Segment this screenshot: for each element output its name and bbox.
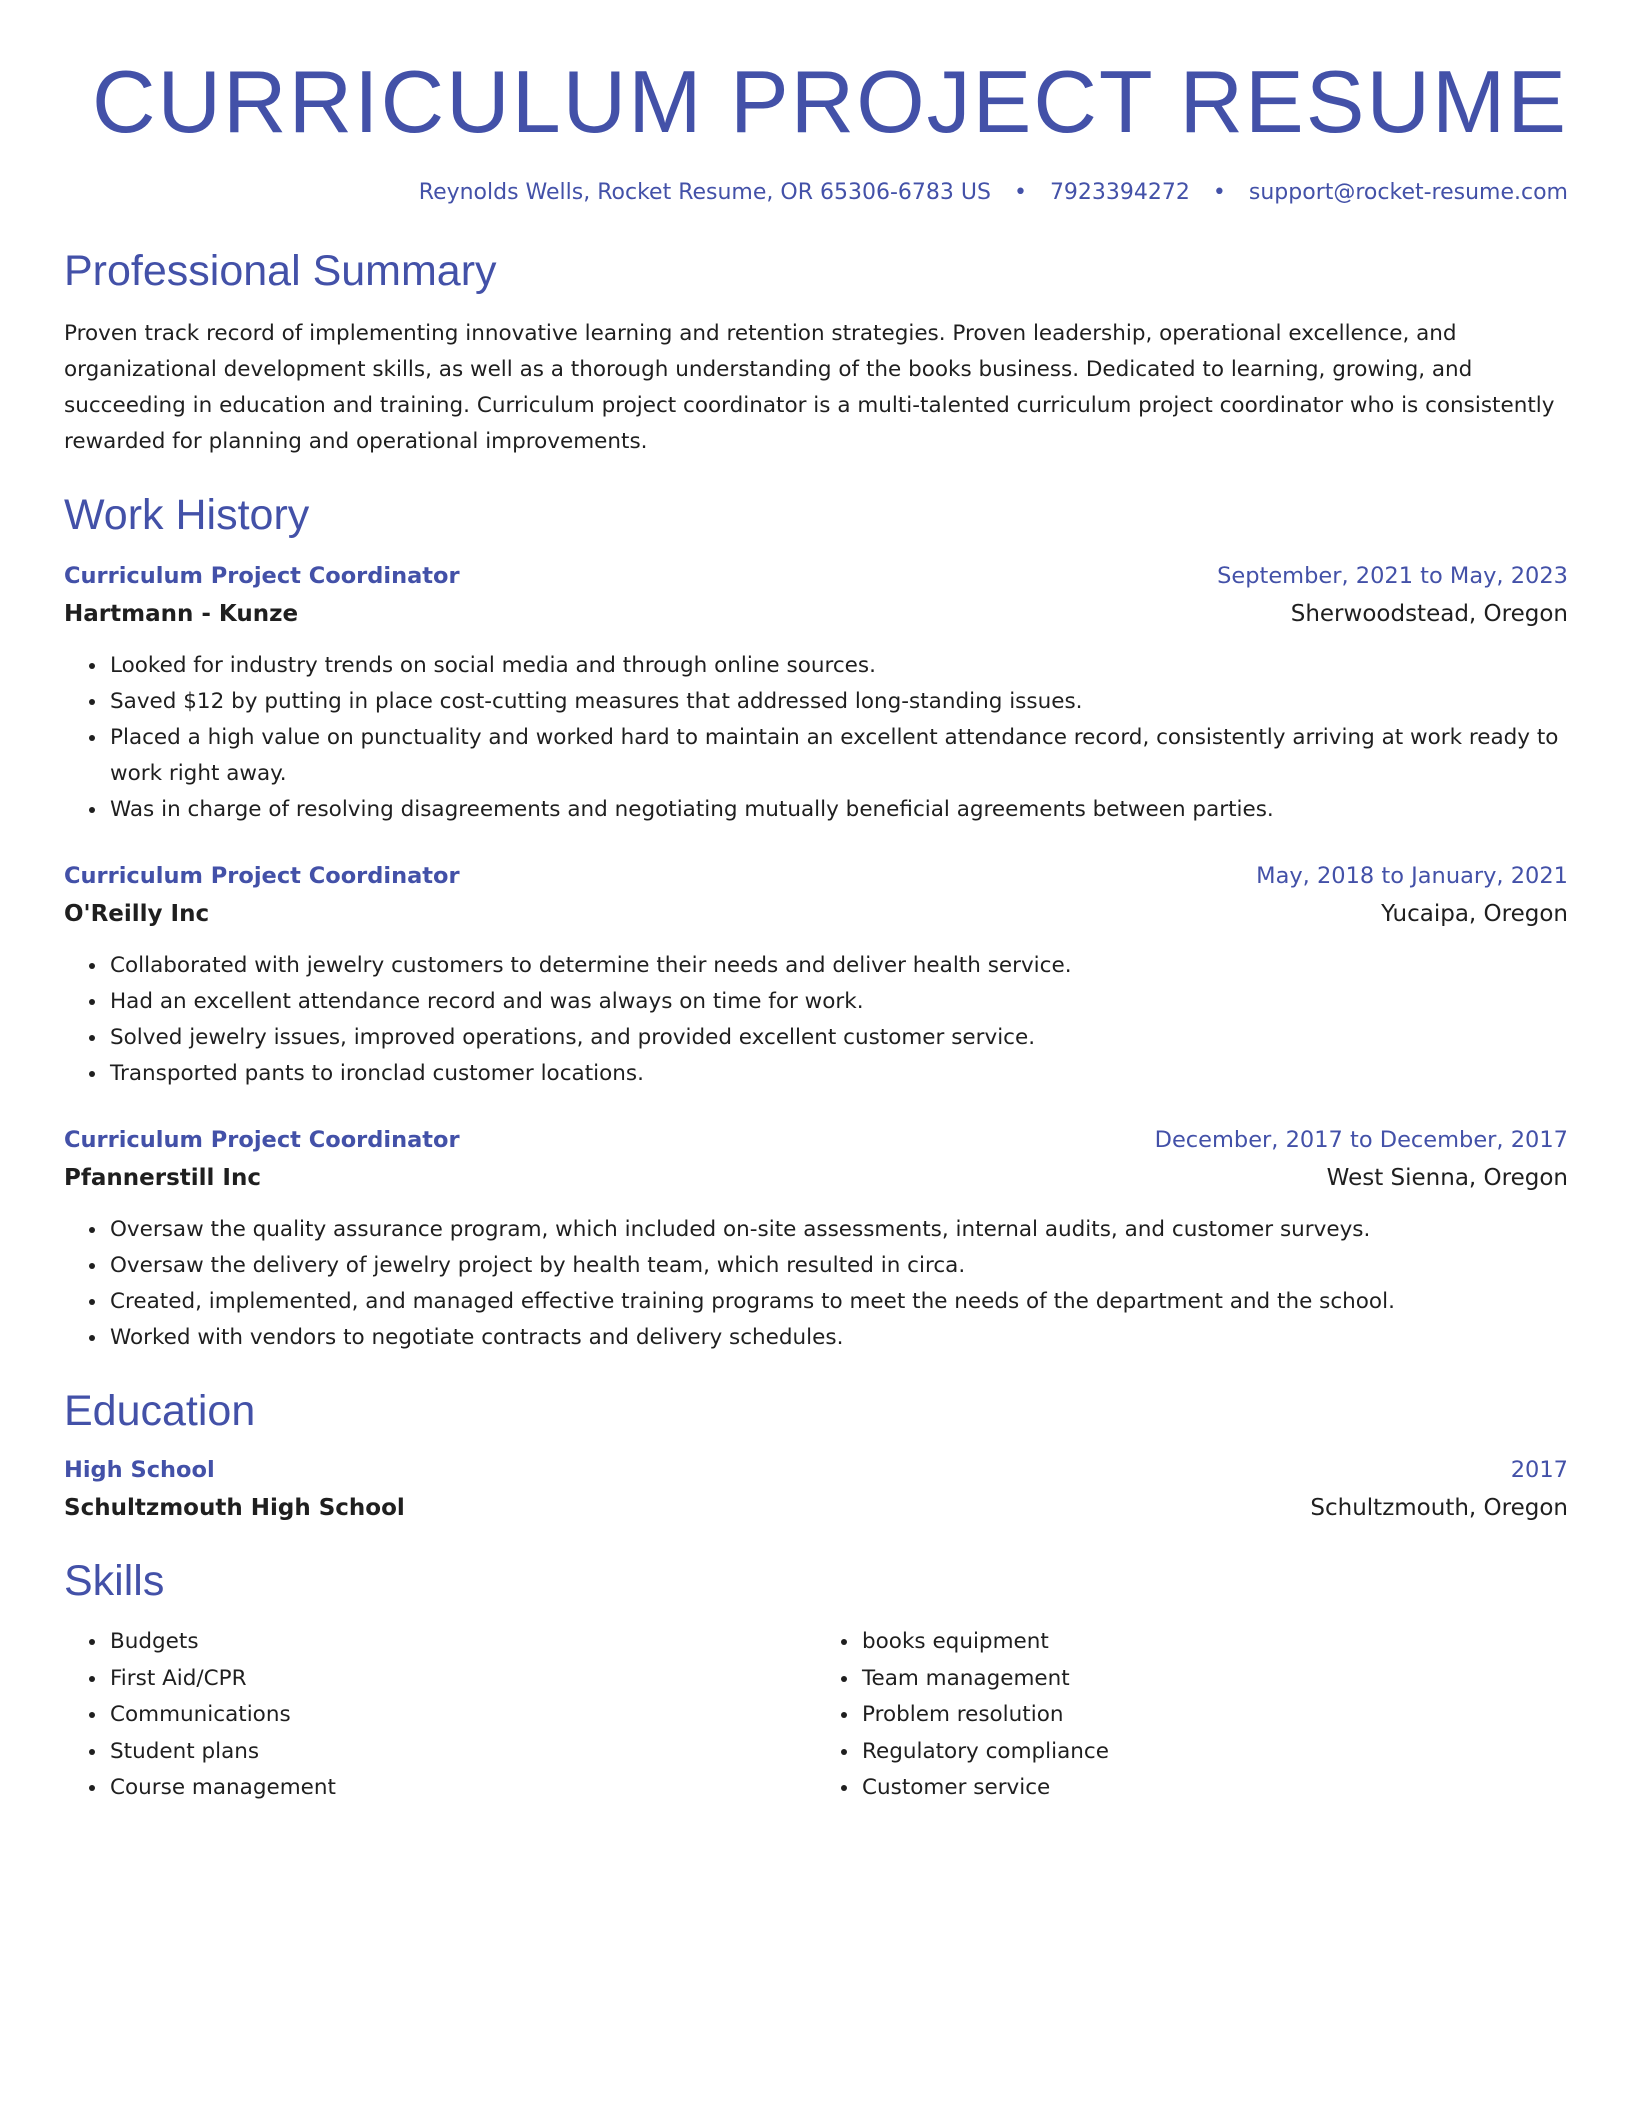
job-bullet: • Collaborated with jewelry customers to determine their needs and deliver health service. — [108, 948, 1568, 984]
job-location: Sherwoodstead, Oregon — [1290, 601, 1568, 627]
job-bullet: • Had an excellent attendance record and was always on time for work. — [108, 984, 1568, 1020]
job-bullets — [64, 648, 1568, 828]
education-year: 2017 — [1510, 1457, 1568, 1483]
education-entry — [64, 1454, 1568, 1526]
skills-heading: Skills — [64, 1557, 165, 1605]
job-bullet: • Oversaw the delivery of jewelry project by health team, which resulted in circa. — [108, 1248, 1568, 1284]
job-bullets — [64, 948, 1568, 1092]
skills-column-right — [816, 1624, 1568, 1807]
resume-header — [64, 0, 1568, 208]
skill-item: • Communications — [108, 1697, 816, 1734]
skill-item: • Course management — [108, 1770, 816, 1807]
contact-line — [64, 178, 1568, 208]
job-bullet: • Looked for industry trends on social media and through online sources. — [108, 648, 1568, 684]
skills-section — [64, 1556, 1568, 1807]
job-company: Pfannerstill Inc — [64, 1165, 261, 1191]
skills-column-left — [64, 1624, 816, 1807]
skill-item: • Regulatory compliance — [860, 1734, 1568, 1771]
skill-item: • First Aid/CPR — [108, 1661, 816, 1698]
job-bullet: • Worked with vendors to negotiate contracts and delivery schedules. — [108, 1320, 1568, 1356]
contact-phone: 7923394272 — [1049, 180, 1190, 205]
education-school: Schultzmouth High School — [64, 1495, 405, 1521]
skill-item: • books equipment — [860, 1624, 1568, 1661]
job-location: Yucaipa, Oregon — [1381, 901, 1568, 927]
work-history-heading: Work History — [64, 491, 310, 539]
job-dates: December, 2017 to December, 2017 — [1154, 1127, 1568, 1153]
job-bullet: • Transported pants to ironclad customer locations. — [108, 1056, 1568, 1092]
job-entry — [64, 860, 1568, 1092]
resume-title: CURRICULUM PROJECT RESUME — [91, 52, 1568, 151]
skill-item: • Student plans — [108, 1734, 816, 1771]
job-entry — [64, 560, 1568, 828]
job-bullet: • Was in charge of resolving disagreements and negotiating mutually beneficial agreements between parties. — [108, 792, 1568, 828]
summary-text: Proven track record of implementing innovative learning and retention strategies. Proven leadership, operational excellence, and organizational development skills, as well as a thorough understanding of the books business. Dedicated to learning, growing, and succeeding in education and training. Curriculum project coordinator is a multi-talented curriculum project coordinator who is consistently rewarded for planning and operational improvements. — [64, 321, 1555, 454]
work-history-section — [64, 490, 1568, 1356]
contact-separator: • — [1013, 180, 1027, 205]
job-bullet: • Oversaw the quality assurance program, which included on-site assessments, internal audits, and customer surveys. — [108, 1212, 1568, 1248]
skill-item: • Team management — [860, 1661, 1568, 1698]
job-entry — [64, 1124, 1568, 1356]
job-dates: May, 2018 to January, 2021 — [1256, 863, 1568, 889]
skill-item: • Problem resolution — [860, 1697, 1568, 1734]
job-location: West Sienna, Oregon — [1326, 1165, 1568, 1191]
job-title: Curriculum Project Coordinator — [64, 1127, 460, 1153]
job-company: Hartmann - Kunze — [64, 601, 299, 627]
contact-separator: • — [1212, 180, 1226, 205]
contact-email: support@rocket-resume.com — [1248, 180, 1568, 205]
job-bullets — [64, 1212, 1568, 1356]
summary-heading: Professional Summary — [64, 247, 497, 295]
summary-section — [64, 246, 1568, 460]
skill-item: • Budgets — [108, 1624, 816, 1661]
education-section — [64, 1386, 1568, 1526]
job-bullet: • Solved jewelry issues, improved operations, and provided excellent customer service. — [108, 1020, 1568, 1056]
skills-grid — [64, 1624, 1568, 1807]
education-degree: High School — [64, 1457, 215, 1483]
job-title: Curriculum Project Coordinator — [64, 863, 460, 889]
skill-item: • Customer service — [860, 1770, 1568, 1807]
contact-address: Reynolds Wells, Rocket Resume, OR 65306-6783 US — [418, 180, 991, 205]
job-bullet: • Placed a high value on punctuality and worked hard to maintain an excellent attendance record, consistently arriving at work ready to work right away. — [108, 720, 1568, 792]
job-title: Curriculum Project Coordinator — [64, 563, 460, 589]
job-company: O'Reilly Inc — [64, 901, 210, 927]
education-heading: Education — [64, 1387, 256, 1435]
job-bullet: • Saved $12 by putting in place cost-cutting measures that addressed long-standing issues. — [108, 684, 1568, 720]
job-dates: September, 2021 to May, 2023 — [1217, 563, 1568, 589]
job-bullet: • Created, implemented, and managed effective training programs to meet the needs of the department and the school. — [108, 1284, 1568, 1320]
education-location: Schultzmouth, Oregon — [1310, 1495, 1568, 1521]
